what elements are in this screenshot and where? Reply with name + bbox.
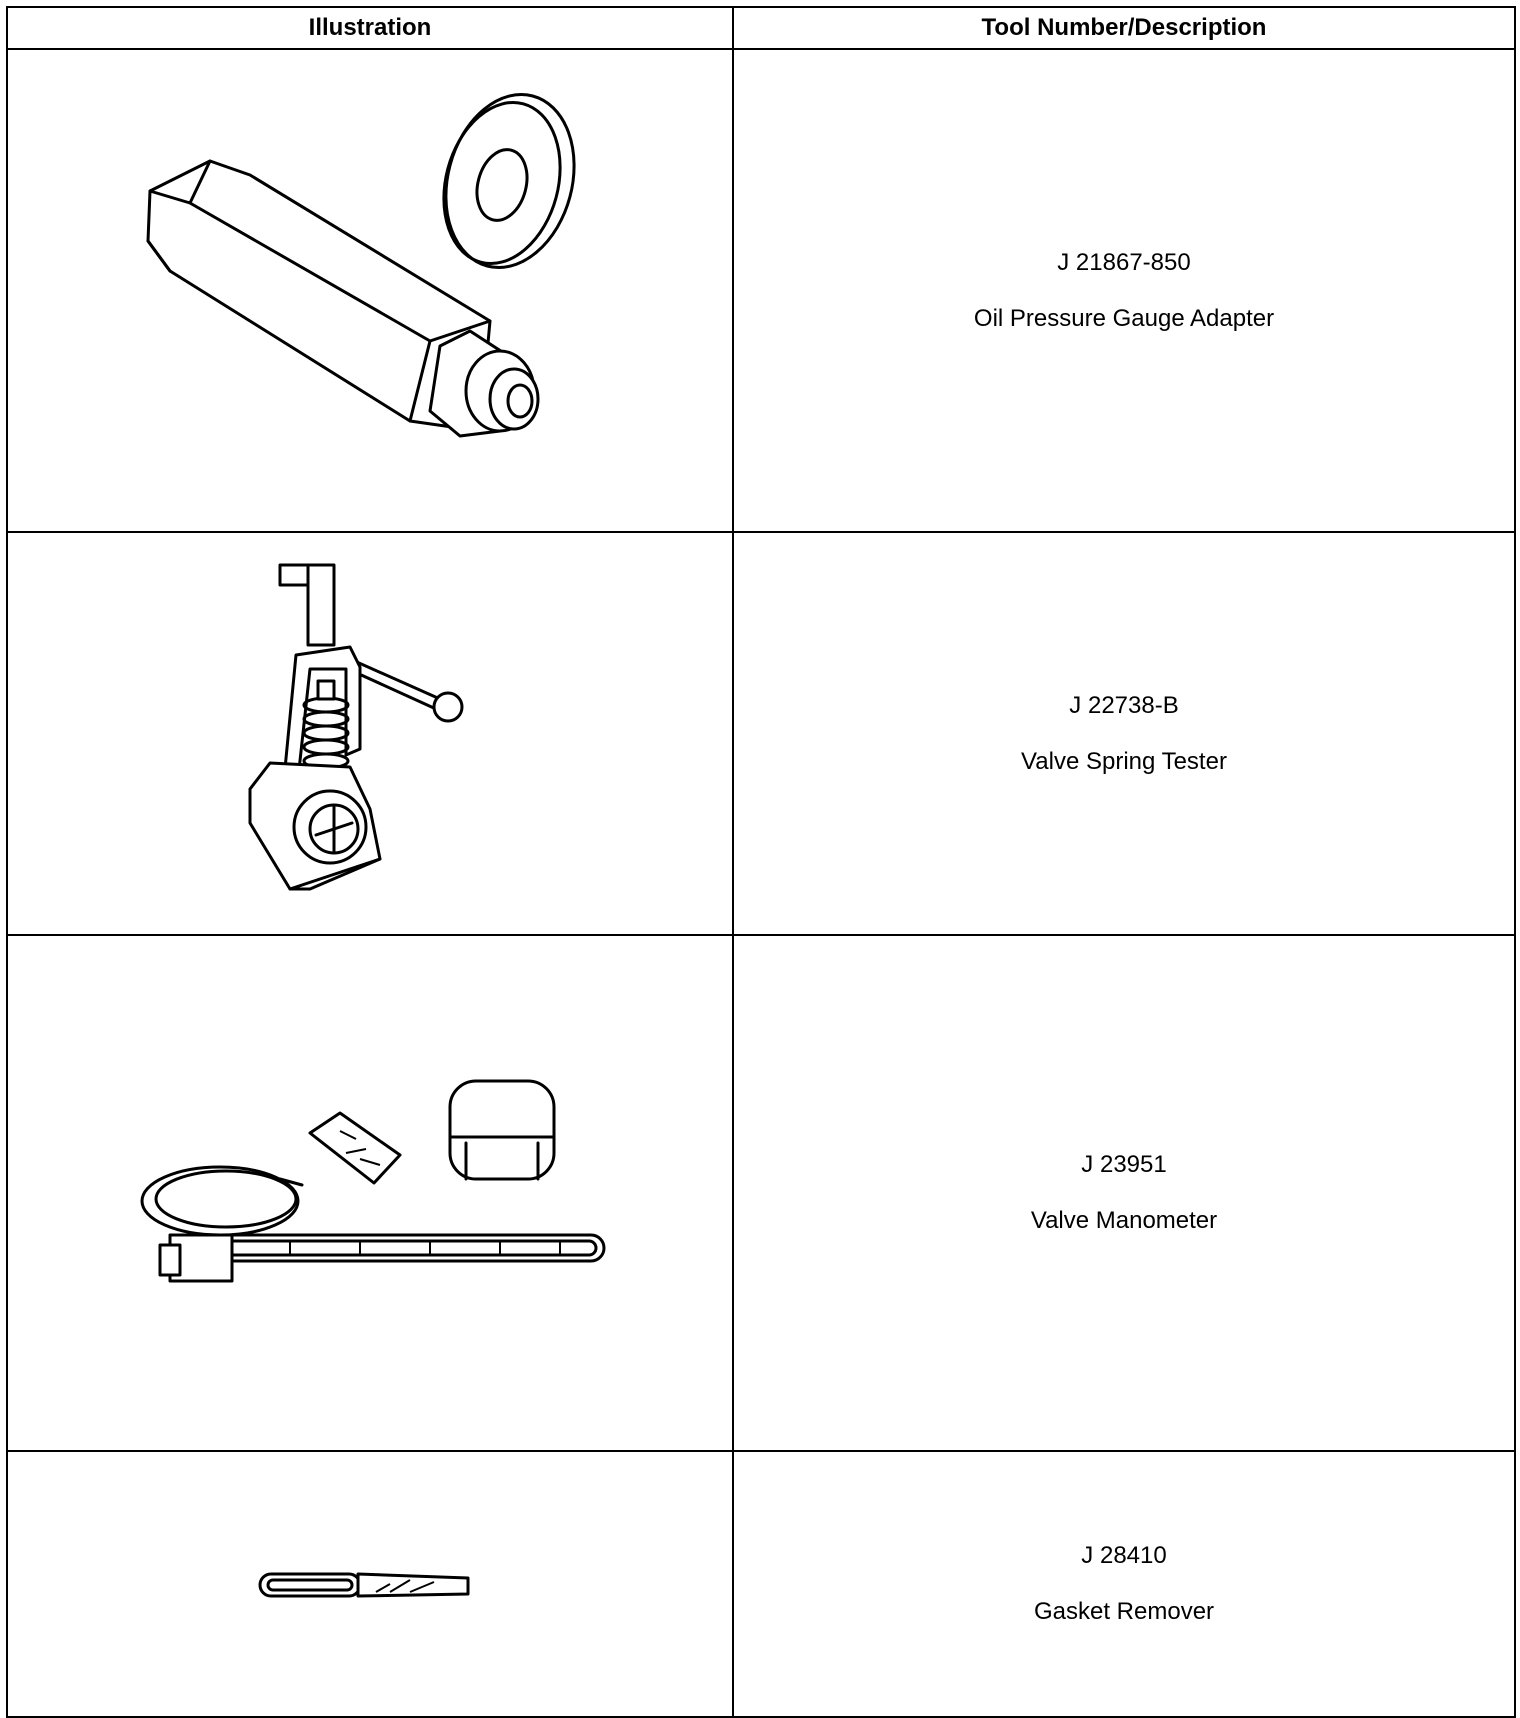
valve-manometer-icon — [130, 1073, 610, 1313]
tool-description: Valve Spring Tester — [1021, 747, 1227, 775]
table-row — [7, 935, 1515, 1451]
tool-description: Gasket Remover — [1033, 1598, 1215, 1625]
table-row — [7, 532, 1515, 935]
description-cell — [733, 49, 1515, 532]
tool-table — [6, 6, 1516, 1718]
header-row — [7, 7, 1515, 49]
tool-number: J 28410 — [1081, 1542, 1167, 1569]
header-illustration: Illustration — [7, 7, 733, 49]
description-cell — [733, 532, 1515, 935]
oil-pressure-gauge-adapter-icon — [130, 91, 610, 491]
description-cell — [733, 935, 1515, 1451]
table-row — [7, 1451, 1515, 1717]
gasket-remover-icon — [250, 1564, 490, 1604]
illustration-cell — [7, 532, 733, 935]
illustration-cell — [7, 1451, 733, 1717]
tool-number: J 21867-850 — [1057, 248, 1191, 276]
illustration-cell — [7, 49, 733, 532]
header-tool: Tool Number/Description — [733, 7, 1515, 49]
tool-description: Oil Pressure Gauge Adapter — [973, 304, 1275, 332]
tool-description: Valve Manometer — [1030, 1207, 1218, 1234]
valve-spring-tester-icon — [230, 559, 510, 909]
illustration-cell — [7, 935, 733, 1451]
tool-number: J 23951 — [1081, 1151, 1167, 1178]
table-row — [7, 49, 1515, 532]
description-cell — [733, 1451, 1515, 1717]
tool-number: J 22738-B — [1069, 691, 1179, 719]
